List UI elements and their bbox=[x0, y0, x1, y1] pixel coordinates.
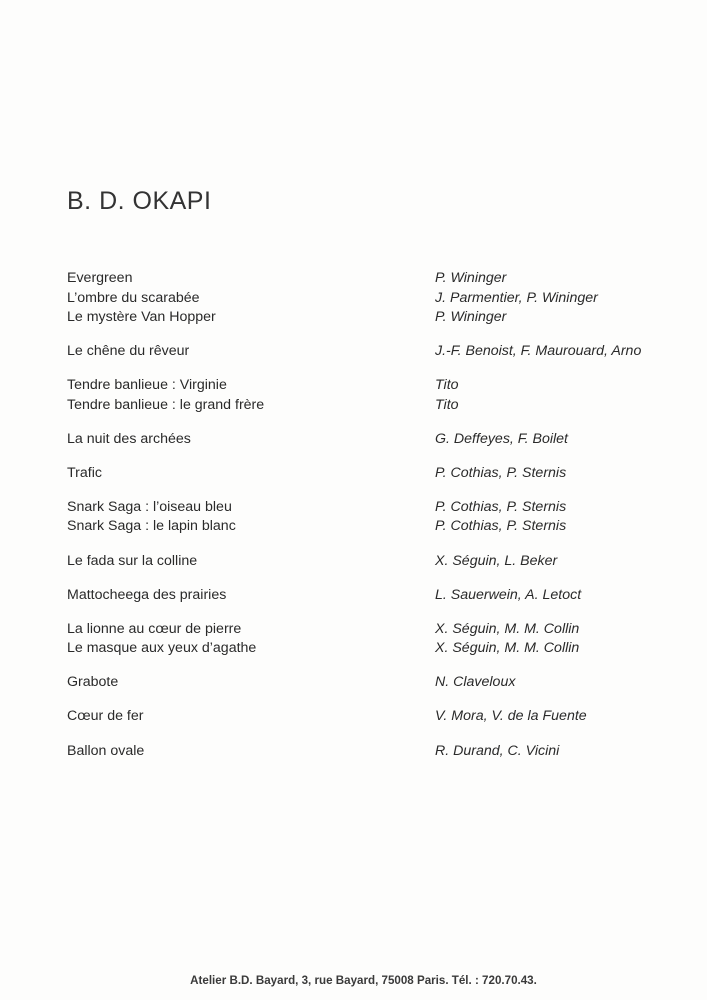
book-title: Cœur de fer bbox=[67, 708, 144, 725]
catalog-entry bbox=[67, 269, 687, 289]
book-authors: N. Claveloux bbox=[435, 674, 516, 691]
book-title: Le fada sur la colline bbox=[67, 552, 198, 569]
book-authors: L. Sauerwein, A. Letoct bbox=[435, 586, 582, 603]
catalog-group bbox=[67, 498, 687, 537]
catalog-group bbox=[67, 430, 687, 450]
catalog-entry bbox=[67, 517, 687, 537]
catalog-entry bbox=[67, 396, 687, 416]
book-title: Evergreen bbox=[67, 270, 133, 286]
book-authors: J. Parmentier, P. Wininger bbox=[435, 289, 598, 306]
catalog-entry bbox=[67, 586, 687, 606]
catalog-entry bbox=[67, 552, 687, 572]
book-authors: P. Cothias, P. Sternis bbox=[435, 464, 567, 481]
footer-text: Atelier B.D. Bayard, 3, rue Bayard, 75008 Paris. Tél. : 720.70.43. bbox=[190, 974, 537, 987]
book-title: L’ombre du scarabée bbox=[67, 289, 200, 306]
catalog-entry bbox=[67, 464, 687, 484]
book-authors: Tito bbox=[435, 396, 459, 413]
book-authors: Tito bbox=[435, 377, 459, 394]
book-authors: V. Mora, V. de la Fuente bbox=[435, 708, 587, 725]
book-title: Mattocheega des prairies bbox=[67, 586, 227, 603]
book-title: Grabote bbox=[67, 674, 119, 691]
catalog-group bbox=[67, 464, 687, 484]
catalog-entry bbox=[67, 673, 687, 693]
book-title: La nuit des archées bbox=[67, 430, 191, 447]
catalog-entry bbox=[67, 639, 687, 659]
book-title: La lionne au cœur de pierre bbox=[67, 620, 242, 637]
catalog-entry bbox=[67, 498, 687, 518]
catalog-group bbox=[67, 620, 687, 659]
catalog-group bbox=[67, 742, 687, 762]
catalog-list bbox=[67, 269, 687, 776]
book-authors: X. Séguin, L. Beker bbox=[435, 552, 558, 569]
catalog-entry bbox=[67, 376, 687, 396]
book-authors: G. Deffeyes, F. Boilet bbox=[435, 430, 568, 447]
book-title: Le masque aux yeux d’agathe bbox=[67, 640, 257, 657]
catalog-entry bbox=[67, 620, 687, 640]
book-authors: J.-F. Benoist, F. Maurouard, Arno bbox=[435, 343, 642, 360]
book-authors: X. Séguin, M. M. Collin bbox=[435, 640, 580, 657]
book-authors: R. Durand, C. Vicini bbox=[435, 742, 560, 759]
catalog-group bbox=[67, 342, 687, 362]
catalog-entry bbox=[67, 430, 687, 450]
book-title: Tendre banlieue : le grand frère bbox=[67, 396, 265, 413]
book-title: Snark Saga : l’oiseau bleu bbox=[67, 498, 232, 515]
book-title: Tendre banlieue : Virginie bbox=[67, 377, 227, 394]
catalog-entry bbox=[67, 308, 687, 328]
catalog-group bbox=[67, 552, 687, 572]
catalog-entry bbox=[67, 707, 687, 727]
book-authors: P. Wininger bbox=[435, 270, 507, 286]
book-title: Snark Saga : le lapin blanc bbox=[67, 518, 236, 535]
book-title: Ballon ovale bbox=[67, 742, 145, 759]
catalog-entry bbox=[67, 289, 687, 309]
catalog-group bbox=[67, 376, 687, 415]
footer-address bbox=[0, 974, 707, 987]
book-authors: P. Cothias, P. Sternis bbox=[435, 518, 567, 535]
book-title: Le mystère Van Hopper bbox=[67, 309, 216, 325]
book-authors: P. Cothias, P. Sternis bbox=[435, 498, 567, 515]
catalog-entry bbox=[67, 342, 687, 362]
book-title: Trafic bbox=[67, 464, 102, 481]
page-title: B. D. OKAPI bbox=[67, 186, 212, 215]
book-authors: X. Séguin, M. M. Collin bbox=[435, 620, 580, 637]
book-authors: P. Wininger bbox=[435, 309, 507, 325]
catalog-group bbox=[67, 673, 687, 693]
catalog-group bbox=[67, 586, 687, 606]
catalog-entry bbox=[67, 742, 687, 762]
catalog-group bbox=[67, 707, 687, 727]
book-title: Le chêne du rêveur bbox=[67, 343, 190, 360]
catalog-group bbox=[67, 269, 687, 328]
